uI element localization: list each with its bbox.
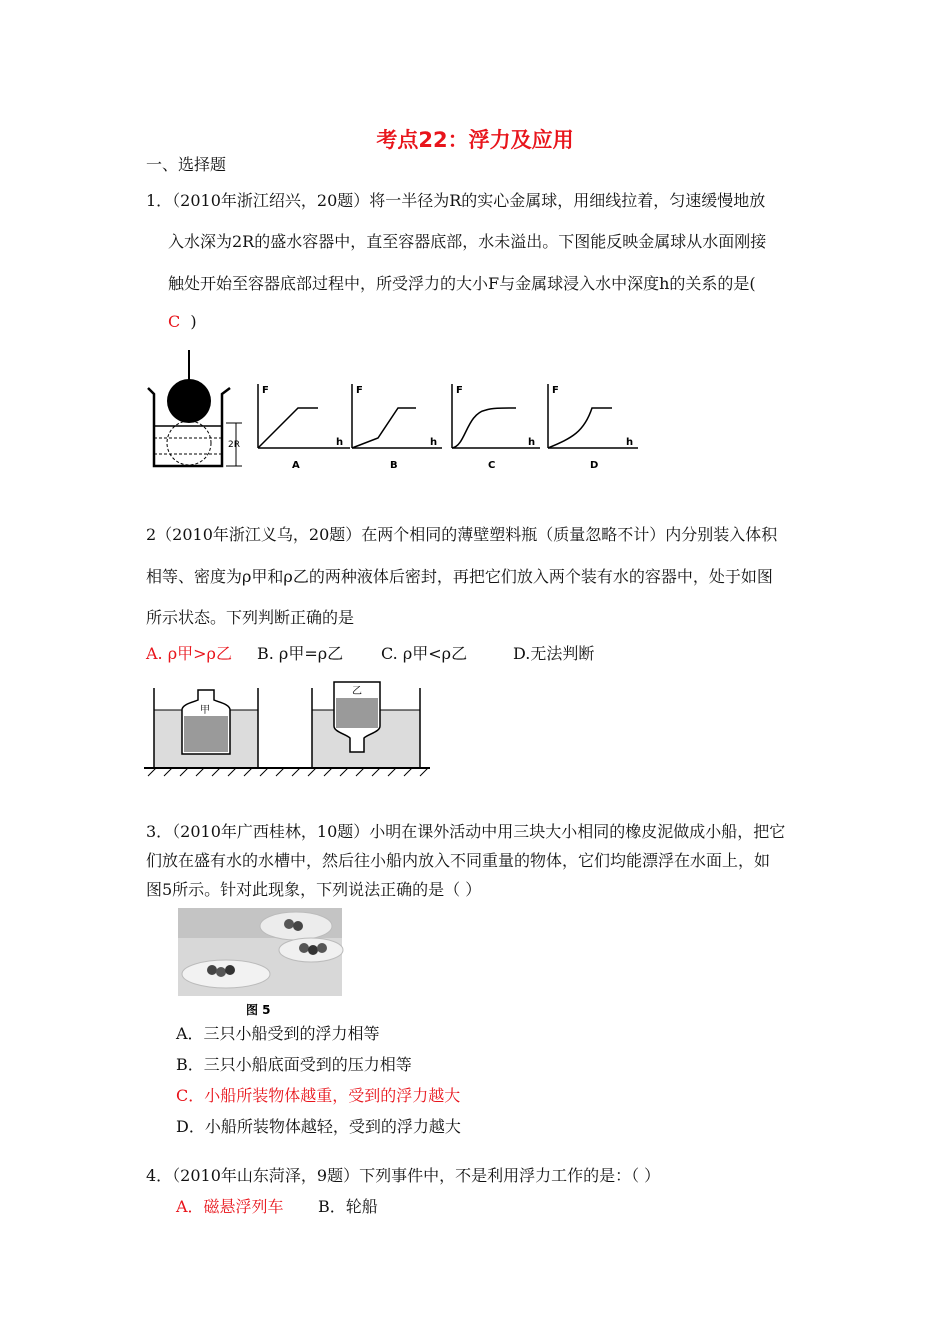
q3-option-b: B．三只小船底面受到的压力相等 <box>176 1055 412 1074</box>
label-jia: 甲 <box>200 705 210 716</box>
q1-answer-line <box>168 312 197 331</box>
q1-line-2: 入水深为2R的盛水容器中，直至容器底部，水未溢出。下图能反映金属球从水面刚接 <box>168 232 767 251</box>
q4-option-a: A．磁悬浮列车 <box>176 1197 284 1216</box>
graph-a-label: A <box>292 460 300 471</box>
q2-line-2: 相等、密度为ρ甲和ρ乙的两种液体后密封，再把它们放入两个装有水的容器中，处于如图 <box>146 567 773 586</box>
page-title: 考点22：浮力及应用 <box>376 128 574 152</box>
q3-line-3: 图5所示。针对此现象，下列说法正确的是（ ） <box>146 880 482 899</box>
graph-c-label: C <box>488 460 496 471</box>
figure-5-caption: 图 5 <box>246 1003 271 1017</box>
liquid-yi <box>336 698 378 728</box>
ball-bottom-position <box>167 421 211 465</box>
metal-ball <box>167 379 211 423</box>
q3-option-d: D．小船所装物体越轻，受到的浮力越大 <box>176 1117 461 1136</box>
graph-c <box>452 384 540 471</box>
q3-line-2: 们放在盛有水的水槽中，然后往小船内放入不同重量的物体，它们均能漂浮在水面上，如 <box>146 851 771 870</box>
q2-option-c: C. ρ甲<ρ乙 <box>381 644 468 663</box>
graph-a <box>258 384 350 471</box>
label-yi: 乙 <box>352 686 362 697</box>
graph-c-h-label: h <box>528 437 536 448</box>
graph-b <box>352 384 442 471</box>
q3-figure-photo <box>176 906 346 1018</box>
graph-d-f-label: F <box>552 385 559 396</box>
q2-line-1: 2（2010年浙江义乌，20题）在两个相同的薄壁塑料瓶（质量忽略不计）内分别装入体积 <box>146 525 778 544</box>
q2-option-d: D.无法判断 <box>513 644 595 663</box>
graph-b-f-label: F <box>356 385 363 396</box>
q4-option-b: B．轮船 <box>318 1197 378 1216</box>
graph-a-f-label: F <box>262 385 269 396</box>
q4-line-1: 4．（2010年山东菏泽，9题）下列事件中，不是利用浮力工作的是：（ ） <box>146 1166 661 1185</box>
q1-figure <box>140 346 640 476</box>
graph-d-label: D <box>590 460 599 471</box>
q3-option-c: C．小船所装物体越重，受到的浮力越大 <box>176 1086 461 1105</box>
q2-figure <box>142 680 432 780</box>
q1-close-paren: ) <box>190 312 197 331</box>
graph-a-h-label: h <box>336 437 344 448</box>
graph-d <box>548 384 638 471</box>
graph-b-h-label: h <box>430 437 438 448</box>
q3-line-1: 3．（2010年广西桂林，10题）小明在课外活动中用三块大小相同的橡皮泥做成小船，把它 <box>146 822 786 841</box>
q2-option-b: B. ρ甲=ρ乙 <box>257 644 344 663</box>
section-heading: 一、选择题 <box>146 155 227 174</box>
depth-label: 2R <box>228 440 240 450</box>
graph-b-label: B <box>390 460 398 471</box>
graph-d-h-label: h <box>626 437 634 448</box>
liquid-jia <box>184 716 228 752</box>
graph-c-f-label: F <box>456 385 463 396</box>
q1-line-3: 触处开始至容器底部过程中，所受浮力的大小F与金属球浸入水中深度h的关系的是( <box>168 274 756 293</box>
q1-line-1: 1．（2010年浙江绍兴，20题）将一半径为R的实心金属球，用细线拉着，匀速缓慢地放 <box>146 191 766 210</box>
q2-line-3: 所示状态。下列判断正确的是 <box>146 608 355 627</box>
q2-option-a: A. ρ甲>ρ乙 <box>146 644 232 663</box>
q1-answer: C <box>168 312 181 331</box>
q3-option-a: A．三只小船受到的浮力相等 <box>176 1024 380 1043</box>
